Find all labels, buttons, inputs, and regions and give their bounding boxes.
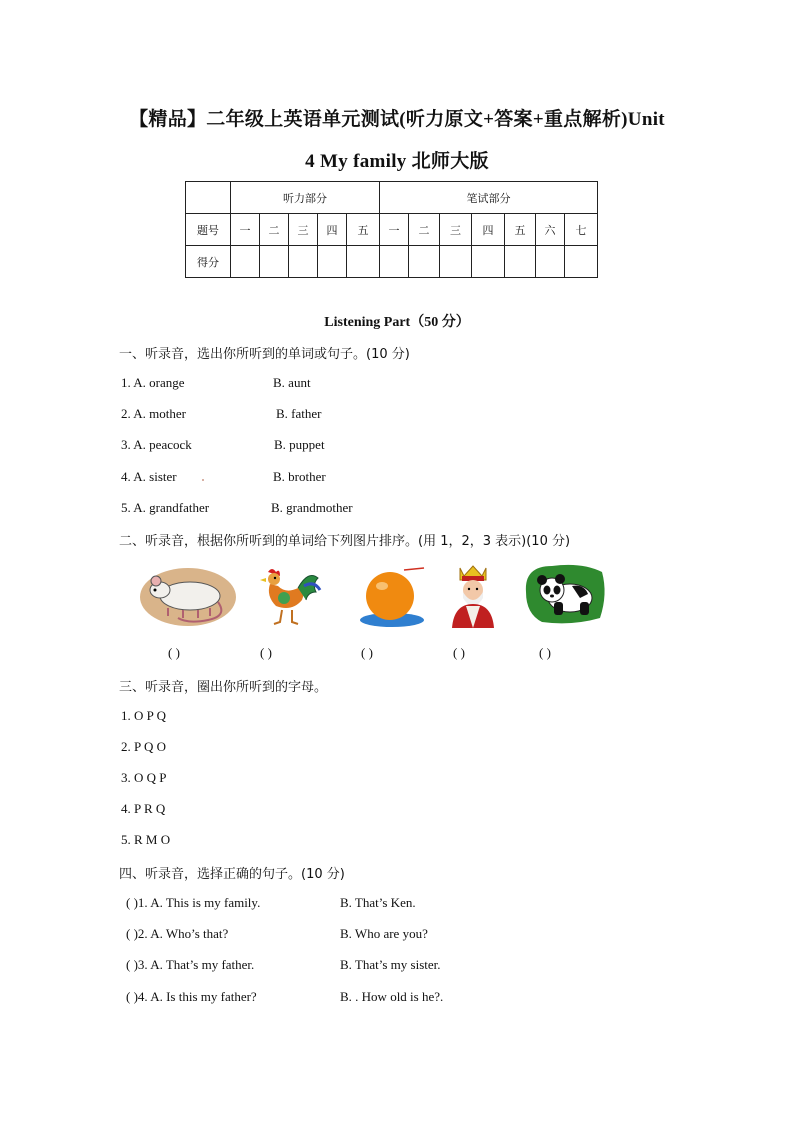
picture-answer-blank[interactable]: ( ) xyxy=(453,645,465,660)
part1-item-b: B. grandmother xyxy=(271,500,353,515)
row-label-score: 得分 xyxy=(186,246,231,278)
part3-item: 1. O P Q xyxy=(121,708,167,723)
king-picture xyxy=(448,564,498,628)
written-number: 四 xyxy=(472,214,505,246)
section-title: Listening Part（50 分） xyxy=(324,315,470,330)
part1-item-b: B. aunt xyxy=(273,375,311,390)
picture-answer-blank[interactable]: ( ) xyxy=(361,645,373,660)
part2-heading: 二、听录音，根据你所听到的单词给下列图片排序。(用 1，2，3 表示)(10 分) xyxy=(119,534,571,549)
document-title-line1: 【精品】二年级上英语单元测试(听力原文+答案+重点解析)Unit xyxy=(129,109,665,130)
part4-heading: 四、听录音，选择正确的句子。(10 分) xyxy=(119,867,345,882)
listening-number: 三 xyxy=(289,214,318,246)
rat-picture xyxy=(138,566,238,628)
part4-item-a: ( )3. A. That’s my father. xyxy=(126,957,255,972)
document-title-line2: 4 My family 北师大版 xyxy=(305,151,489,172)
listening-number: 一 xyxy=(231,214,260,246)
written-number: 六 xyxy=(536,214,565,246)
part1-heading: 一、听录音，选出你所听到的单词或句子。(10 分) xyxy=(119,347,410,362)
part3-item: 5. R M O xyxy=(121,832,171,847)
part4-item-b: B. Who are you? xyxy=(340,926,428,941)
score-table-corner xyxy=(186,182,231,214)
part1-item-b: B. puppet xyxy=(274,437,325,452)
part1-item-a: 5. A. grandfather xyxy=(121,500,210,515)
written-number: 一 xyxy=(380,214,409,246)
written-number: 五 xyxy=(505,214,536,246)
written-number: 三 xyxy=(440,214,472,246)
part4-item-a: ( )1. A. This is my family. xyxy=(126,895,261,910)
stray-dot xyxy=(202,479,204,481)
part1-item-b: B. brother xyxy=(273,469,326,484)
score-cell[interactable] xyxy=(505,246,536,278)
score-cell[interactable] xyxy=(231,246,260,278)
part3-item: 2. P Q O xyxy=(121,739,167,754)
score-table xyxy=(185,181,598,278)
part1-item-a: 4. A. sister xyxy=(121,469,177,484)
part4-item-b: B. That’s Ken. xyxy=(340,895,416,910)
part3-heading: 三、听录音，圈出你所听到的字母。 xyxy=(119,680,328,695)
part3-item: 3. O Q P xyxy=(121,770,167,785)
score-cell[interactable] xyxy=(347,246,380,278)
score-cell[interactable] xyxy=(260,246,289,278)
score-cell[interactable] xyxy=(409,246,440,278)
part1-item-a: 3. A. peacock xyxy=(121,437,192,452)
listening-number: 二 xyxy=(260,214,289,246)
written-number: 七 xyxy=(565,214,598,246)
part1-item-a: 1. A. orange xyxy=(121,375,185,390)
listening-header: 听力部分 xyxy=(231,182,380,214)
score-cell[interactable] xyxy=(565,246,598,278)
score-cell[interactable] xyxy=(380,246,409,278)
orange-picture xyxy=(358,566,426,628)
listening-number: 四 xyxy=(318,214,347,246)
part4-item-b: B. That’s my sister. xyxy=(340,957,441,972)
rooster-picture xyxy=(256,566,322,628)
score-cell[interactable] xyxy=(472,246,505,278)
score-cell[interactable] xyxy=(289,246,318,278)
row-label-number: 题号 xyxy=(186,214,231,246)
score-cell[interactable] xyxy=(318,246,347,278)
part4-item-a: ( )2. A. Who’s that? xyxy=(126,926,229,941)
written-number: 二 xyxy=(409,214,440,246)
part4-item-a: ( )4. A. Is this my father? xyxy=(126,989,257,1004)
picture-answer-blank[interactable]: ( ) xyxy=(168,645,180,660)
part3-item: 4. P R Q xyxy=(121,801,166,816)
part1-item-b: B. father xyxy=(276,406,322,421)
picture-answer-blank[interactable]: ( ) xyxy=(260,645,272,660)
picture-answer-blank[interactable]: ( ) xyxy=(539,645,551,660)
score-cell[interactable] xyxy=(536,246,565,278)
part1-item-a: 2. A. mother xyxy=(121,406,186,421)
part4-item-b: B. . How old is he?. xyxy=(340,989,444,1004)
score-cell[interactable] xyxy=(440,246,472,278)
panda-picture xyxy=(522,562,608,626)
written-header: 笔试部分 xyxy=(380,182,598,214)
listening-number: 五 xyxy=(347,214,380,246)
